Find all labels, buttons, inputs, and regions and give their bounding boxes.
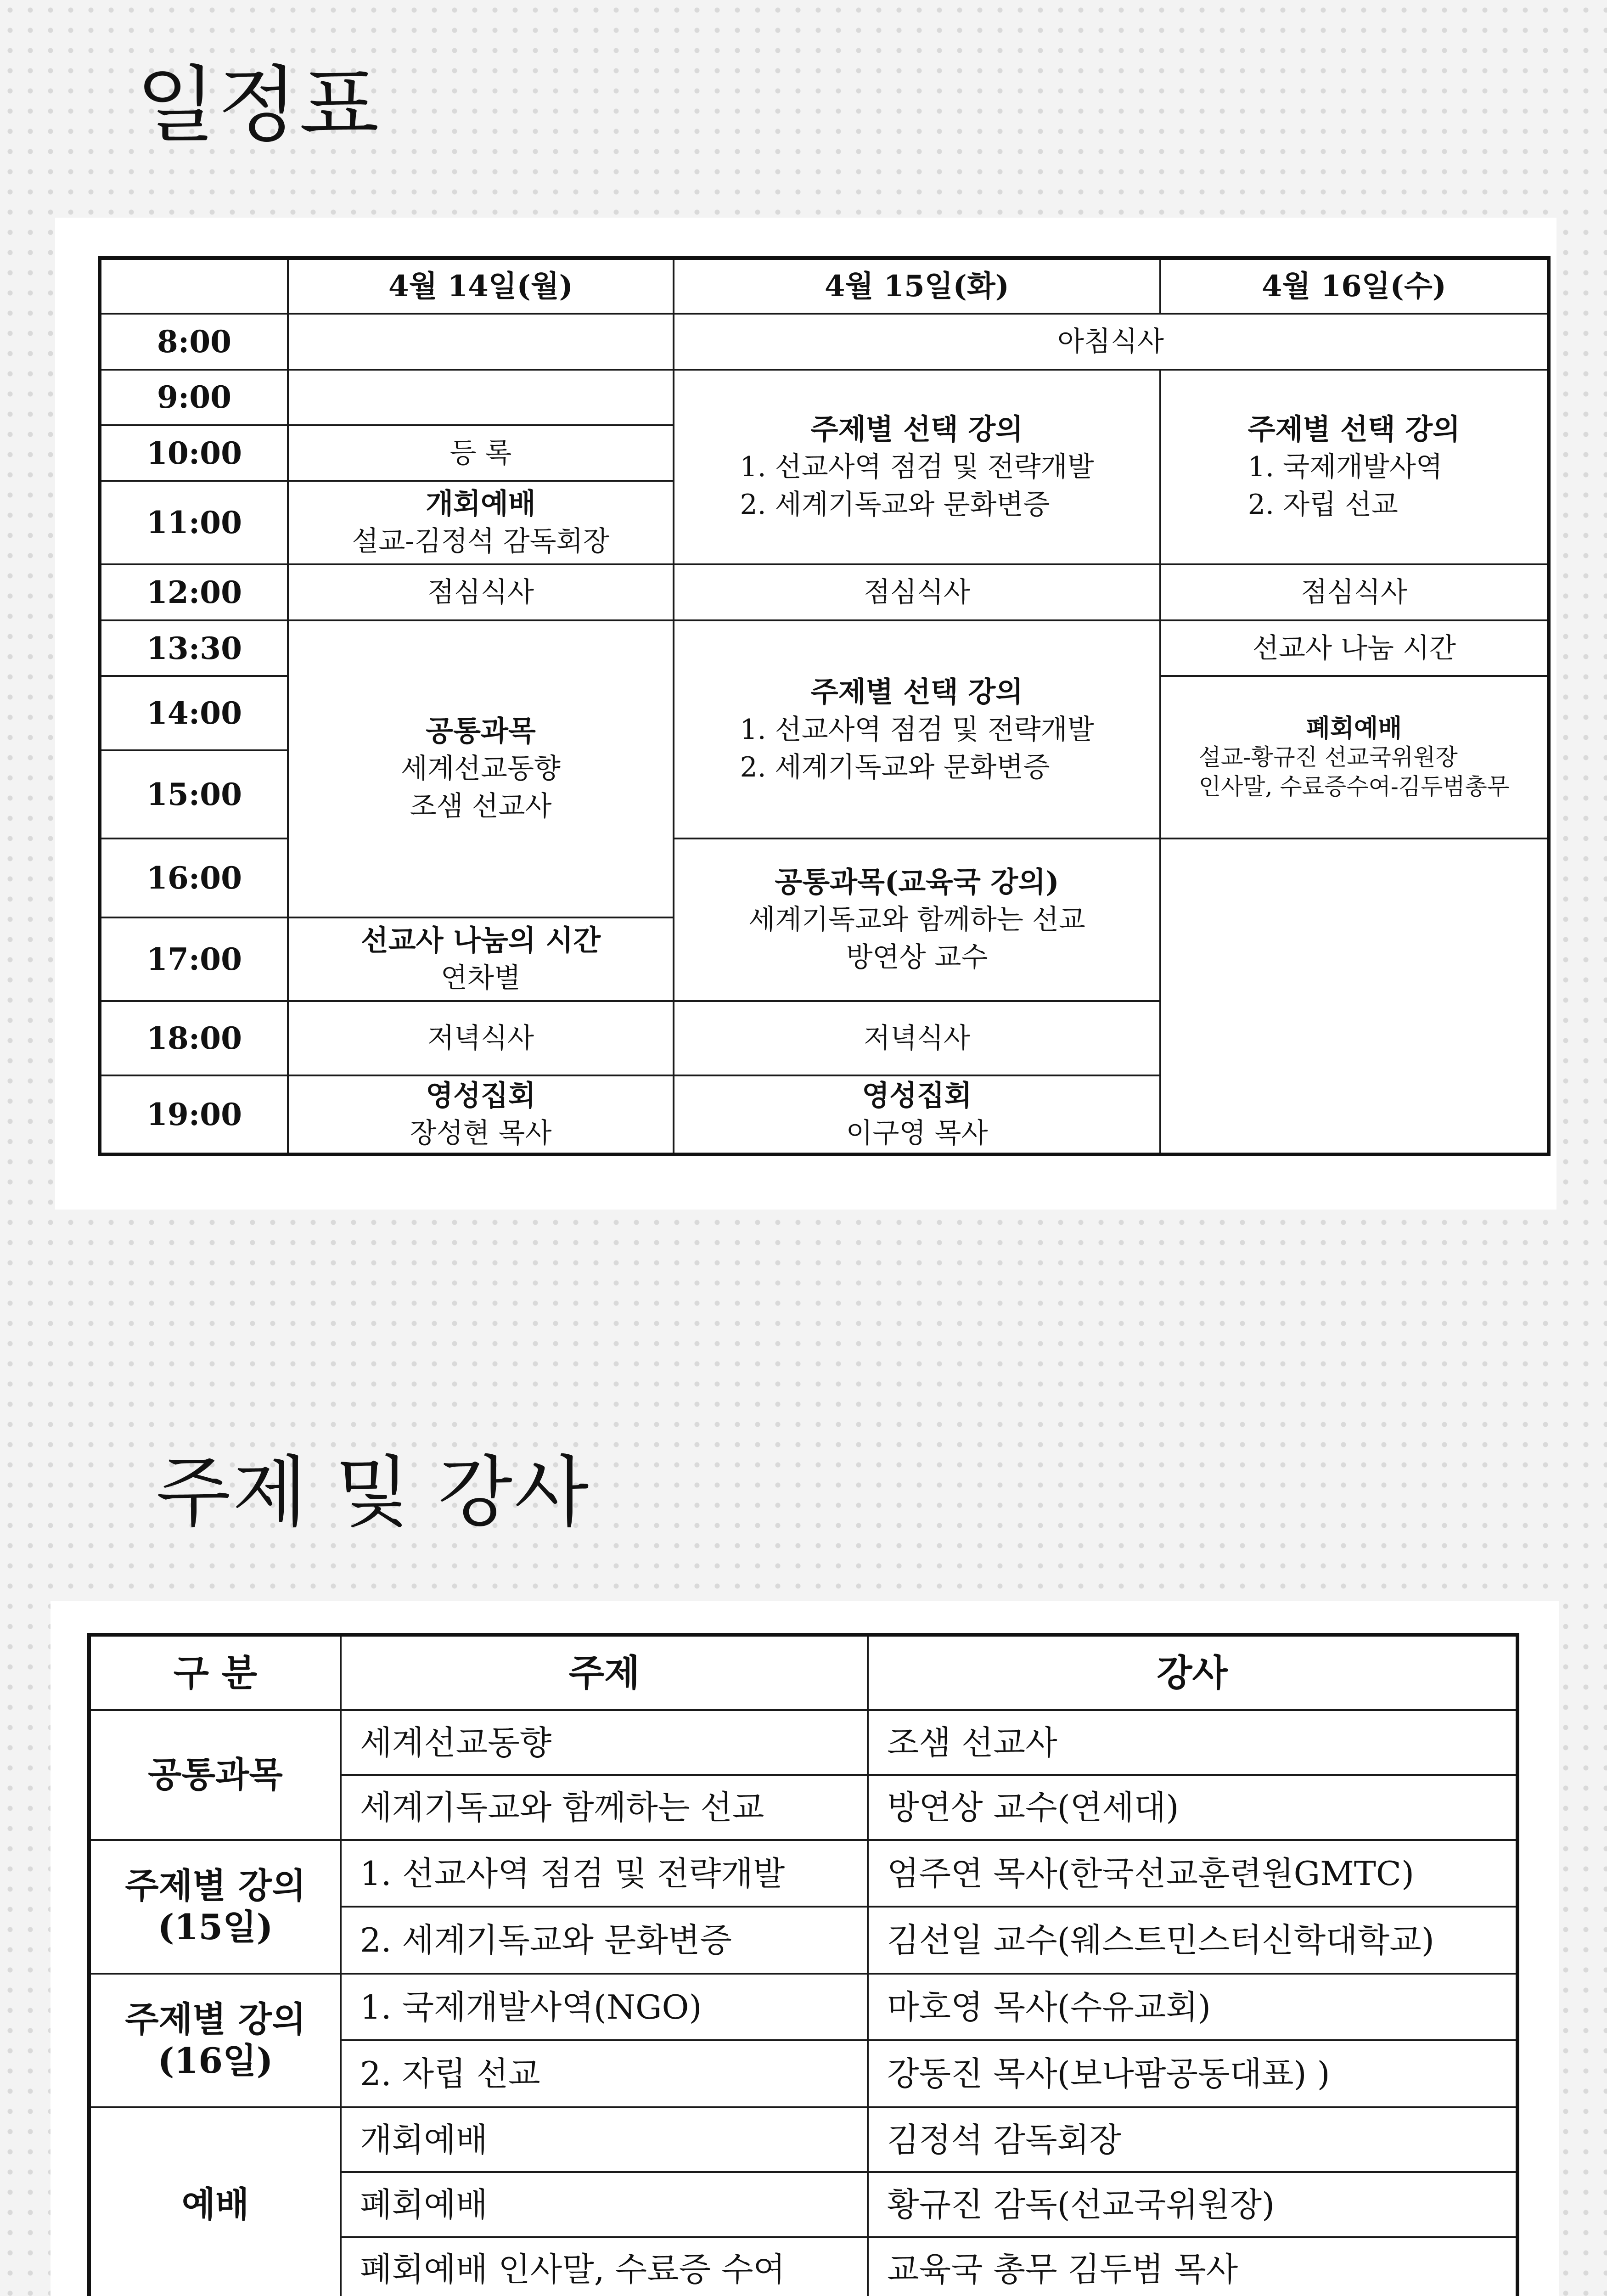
- elective-topic: 2. 세계기독교와 문화변증: [740, 751, 1050, 783]
- apr16-sharing-cell: 선교사 나눔 시간: [1160, 620, 1549, 676]
- opening-worship-cell: [288, 481, 674, 564]
- category-line: 주제별 강의: [125, 1865, 306, 1907]
- category-elective-16: [89, 1974, 341, 2107]
- apr15-elective-afternoon-cell: [674, 620, 1160, 838]
- schedule-heading: 일정표: [136, 57, 381, 153]
- closing-worship-cell: [1160, 676, 1549, 838]
- breakfast-cell: 아침식사: [674, 314, 1549, 369]
- spirit-meeting-cell: [674, 1075, 1160, 1154]
- category-header: 구 분: [89, 1635, 341, 1710]
- apr14-empty-cell: [288, 314, 674, 369]
- speaker-cell: 황규진 감독(선교국위원장): [868, 2172, 1517, 2237]
- elective-title: 주제별 선택 강의: [810, 412, 1023, 446]
- time-cell: 19:00: [100, 1075, 288, 1154]
- time-cell: 14:00: [100, 676, 288, 750]
- common-course-title: 공통과목: [426, 714, 536, 748]
- spirit-meeting-speaker: 이구영 목사: [846, 1117, 988, 1149]
- speakers-row: [89, 1974, 1517, 2041]
- elective-topic: 1. 선교사역 점검 및 전략개발: [740, 451, 1094, 484]
- sharing-sub: 연차별: [441, 962, 521, 995]
- time-cell: 8:00: [100, 314, 288, 369]
- apr15-elective-morning-cell: [674, 370, 1160, 565]
- topic-cell: 세계선교동향: [341, 1710, 868, 1775]
- closing-worship-certificate: 인사말, 수료증수여-김두범총무: [1198, 773, 1510, 800]
- topic-cell: 개회예배: [341, 2107, 868, 2172]
- speakers-table: [87, 1633, 1519, 2296]
- dinner-cell: 저녁식사: [674, 1001, 1160, 1075]
- time-cell: 17:00: [100, 917, 288, 1001]
- spirit-meeting-title: 영성집회: [426, 1078, 536, 1112]
- speaker-cell: 강동진 목사(보나팜공동대표) ): [868, 2040, 1517, 2107]
- apr14-empty-cell: [288, 370, 674, 425]
- time-cell: 13:30: [100, 620, 288, 676]
- category-line: (16일): [157, 2040, 273, 2082]
- speaker-cell: 김정석 감독회장: [868, 2107, 1517, 2172]
- schedule-row-0900: [100, 370, 1549, 425]
- schedule-header-apr14: 4월 14일(월): [288, 258, 674, 314]
- topic-cell: 2. 세계기독교와 문화변증: [341, 1907, 868, 1974]
- time-cell: 10:00: [100, 425, 288, 481]
- speaker-cell: 조샘 선교사: [868, 1710, 1517, 1775]
- category-worship: 예배: [89, 2107, 341, 2296]
- time-cell: 15:00: [100, 750, 288, 838]
- topic-cell: 2. 자립 선교: [341, 2040, 868, 2107]
- opening-worship-preacher: 설교-김정석 감독회장: [352, 525, 610, 558]
- topic-cell: 1. 국제개발사역(NGO): [341, 1974, 868, 2041]
- common-course-topic: 세계선교동향: [401, 753, 561, 785]
- elective-topic: 1. 선교사역 점검 및 전략개발: [740, 713, 1094, 746]
- elective-topic: 2. 세계기독교와 문화변증: [740, 489, 1050, 521]
- speakers-heading: 주제 및 강사: [156, 1447, 591, 1537]
- time-cell: 11:00: [100, 481, 288, 564]
- speakers-panel: [51, 1601, 1559, 2296]
- common-course-topic: 세계기독교와 함께하는 선교: [748, 904, 1085, 936]
- schedule-row-1200: [100, 564, 1549, 620]
- category-elective-15: [89, 1840, 341, 1974]
- category-line: 주제별 강의: [125, 1999, 306, 2040]
- apr16-elective-cell: [1160, 370, 1549, 565]
- lunch-cell: 점심식사: [674, 564, 1160, 620]
- spirit-meeting-title: 영성집회: [862, 1078, 972, 1112]
- speaker-cell: 마호영 목사(수유교회): [868, 1974, 1517, 2041]
- schedule-table: [98, 256, 1551, 1156]
- common-course-title: 공통과목(교육국 강의): [775, 865, 1059, 899]
- speaker-cell: 교육국 총무 김두범 목사: [868, 2237, 1517, 2296]
- category-common: 공통과목: [89, 1710, 341, 1840]
- speaker-header: 강사: [868, 1635, 1517, 1710]
- topic-cell: 세계기독교와 함께하는 선교: [341, 1775, 868, 1840]
- lunch-cell: 점심식사: [288, 564, 674, 620]
- sharing-title: 선교사 나눔의 시간: [360, 923, 601, 957]
- schedule-panel: [55, 218, 1556, 1210]
- apr16-empty-cell: [1160, 838, 1549, 1154]
- topic-cell: 폐회예배: [341, 2172, 868, 2237]
- topic-cell: 폐회예배 인사말, 수료증 수여: [341, 2237, 868, 2296]
- topic-header: 주제: [341, 1635, 868, 1710]
- elective-title: 주제별 선택 강의: [1247, 412, 1461, 446]
- closing-worship-preacher: 설교-황규진 선교국위원장: [1198, 744, 1458, 771]
- closing-worship-title: 폐회예배: [1306, 713, 1402, 743]
- spirit-meeting-speaker: 장성현 목사: [410, 1117, 552, 1149]
- apr14-common-course-cell: [288, 620, 674, 917]
- speaker-cell: 엄주연 목사(한국선교훈련원GMTC): [868, 1840, 1517, 1907]
- schedule-header-row: [100, 258, 1549, 314]
- apr14-sharing-cell: [288, 917, 674, 1001]
- time-cell: 9:00: [100, 370, 288, 425]
- time-cell: 12:00: [100, 564, 288, 620]
- speaker-cell: 김선일 교수(웨스트민스터신학대학교): [868, 1907, 1517, 1974]
- schedule-header-apr15: 4월 15일(화): [674, 258, 1160, 314]
- spirit-meeting-cell: [288, 1075, 674, 1154]
- speakers-row: [89, 2107, 1517, 2172]
- elective-topic: 1. 국제개발사역: [1247, 451, 1443, 484]
- speakers-row: [89, 1840, 1517, 1907]
- lunch-cell: 점심식사: [1160, 564, 1549, 620]
- elective-title: 주제별 선택 강의: [810, 675, 1023, 709]
- schedule-header-blank: [100, 258, 288, 314]
- time-cell: 16:00: [100, 838, 288, 917]
- dinner-cell: 저녁식사: [288, 1001, 674, 1075]
- schedule-row-0800: [100, 314, 1549, 369]
- registration-cell: 등 록: [288, 425, 674, 481]
- apr15-common-course-cell: [674, 838, 1160, 1001]
- opening-worship-title: 개회예배: [426, 487, 536, 521]
- common-course-speaker: 방연상 교수: [846, 941, 988, 974]
- elective-topic: 2. 자립 선교: [1247, 489, 1399, 521]
- speakers-row: [89, 1710, 1517, 1775]
- schedule-header-apr16: 4월 16일(수): [1160, 258, 1549, 314]
- time-cell: 18:00: [100, 1001, 288, 1075]
- category-line: (15일): [157, 1907, 273, 1948]
- topic-cell: 1. 선교사역 점검 및 전략개발: [341, 1840, 868, 1907]
- common-course-speaker: 조샘 선교사: [410, 790, 552, 823]
- schedule-row-1330: [100, 620, 1549, 676]
- speakers-header-row: [89, 1635, 1517, 1710]
- speaker-cell: 방연상 교수(연세대): [868, 1775, 1517, 1840]
